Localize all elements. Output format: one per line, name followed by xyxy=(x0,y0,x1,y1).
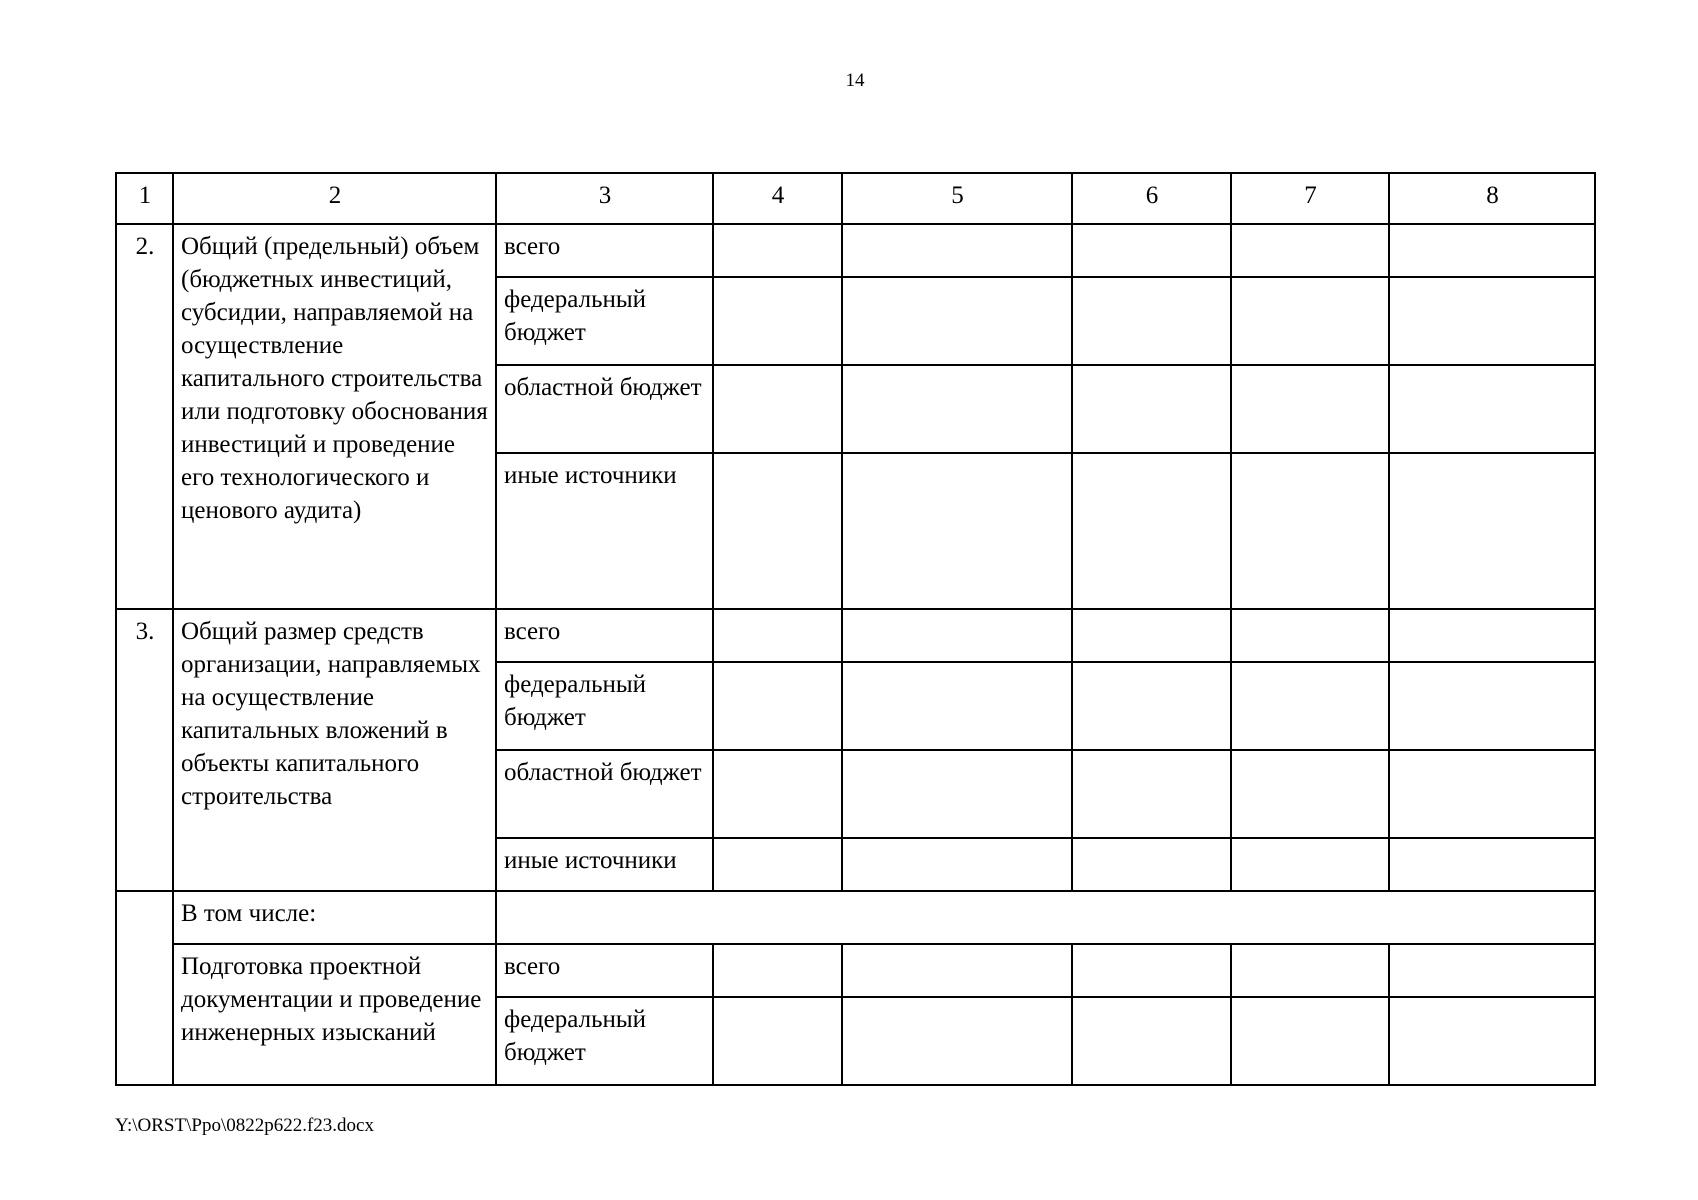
page-number: 14 xyxy=(845,70,865,91)
value-cell xyxy=(1389,609,1595,662)
value-cell xyxy=(1072,750,1231,838)
row-number: 2. xyxy=(116,224,173,609)
header-cell-5: 5 xyxy=(842,173,1072,224)
value-cell xyxy=(713,944,842,997)
value-cell xyxy=(842,750,1072,838)
value-cell xyxy=(1389,277,1595,365)
value-cell xyxy=(713,224,842,277)
header-cell-7: 7 xyxy=(1231,173,1389,224)
including-label: В том числе: xyxy=(173,891,496,944)
value-cell xyxy=(1389,838,1595,891)
value-cell xyxy=(1389,453,1595,609)
value-cell xyxy=(1389,944,1595,997)
header-cell-6: 6 xyxy=(1072,173,1231,224)
value-cell xyxy=(1231,838,1389,891)
table-row xyxy=(116,609,1595,662)
value-cell xyxy=(1231,365,1389,453)
table-row xyxy=(116,944,1595,997)
value-cell xyxy=(713,838,842,891)
value-cell xyxy=(1072,997,1231,1085)
value-cell xyxy=(842,224,1072,277)
value-cell xyxy=(842,997,1072,1085)
value-cell xyxy=(1072,838,1231,891)
value-cell xyxy=(1389,750,1595,838)
row-title: Общий размер средств организации, направляемых на осуществление капитальных вложений в объекты капитального строительства xyxy=(173,609,496,891)
value-cell xyxy=(1231,277,1389,365)
header-cell-3: 3 xyxy=(496,173,713,224)
value-cell xyxy=(842,838,1072,891)
source-label: областной бюджет xyxy=(496,365,713,453)
value-cell xyxy=(1389,997,1595,1085)
value-cell xyxy=(1072,224,1231,277)
value-cell xyxy=(713,750,842,838)
value-cell xyxy=(1072,944,1231,997)
value-cell xyxy=(1231,662,1389,750)
value-cell xyxy=(1072,662,1231,750)
including-span-cell xyxy=(496,891,1595,944)
source-label: федеральный бюджет xyxy=(496,277,713,365)
row-number-empty xyxy=(116,891,173,1085)
value-cell xyxy=(1072,453,1231,609)
header-row xyxy=(116,173,1595,224)
value-cell xyxy=(842,365,1072,453)
table-row xyxy=(116,891,1595,944)
value-cell xyxy=(842,944,1072,997)
value-cell xyxy=(1231,944,1389,997)
value-cell xyxy=(713,997,842,1085)
value-cell xyxy=(1231,453,1389,609)
value-cell xyxy=(1231,609,1389,662)
value-cell xyxy=(1072,609,1231,662)
source-label: федеральный бюджет xyxy=(496,662,713,750)
budget-table xyxy=(115,172,1596,1086)
value-cell xyxy=(713,609,842,662)
value-cell xyxy=(1231,224,1389,277)
value-cell xyxy=(713,453,842,609)
header-cell-2: 2 xyxy=(173,173,496,224)
source-label: областной бюджет xyxy=(496,750,713,838)
value-cell xyxy=(1389,365,1595,453)
value-cell xyxy=(1389,224,1595,277)
value-cell xyxy=(713,365,842,453)
value-cell xyxy=(842,609,1072,662)
source-label: федеральный бюджет xyxy=(496,997,713,1085)
value-cell xyxy=(842,277,1072,365)
header-cell-1: 1 xyxy=(116,173,173,224)
file-path-footer: Y:\ORST\Ppo\0822p622.f23.docx xyxy=(115,1115,374,1136)
row-number: 3. xyxy=(116,609,173,891)
value-cell xyxy=(842,453,1072,609)
source-label: иные источники xyxy=(496,838,713,891)
header-cell-4: 4 xyxy=(713,173,842,224)
header-cell-8: 8 xyxy=(1389,173,1595,224)
source-label: всего xyxy=(496,609,713,662)
source-label: всего xyxy=(496,944,713,997)
source-label: иные источники xyxy=(496,453,713,609)
row-title: Подготовка проектной документации и проведение инженерных изысканий xyxy=(173,944,496,1085)
value-cell xyxy=(1231,750,1389,838)
value-cell xyxy=(713,662,842,750)
value-cell xyxy=(1072,365,1231,453)
value-cell xyxy=(1231,997,1389,1085)
row-title: Общий (предельный) объем (бюджетных инвестиций, субсидии, направляемой на осуществление капитального строительства или подготовку обоснования инвестиций и проведение его технологического и ценового аудита) xyxy=(173,224,496,609)
source-label: всего xyxy=(496,224,713,277)
value-cell xyxy=(713,277,842,365)
table-row xyxy=(116,224,1595,277)
value-cell xyxy=(1389,662,1595,750)
value-cell xyxy=(1072,277,1231,365)
value-cell xyxy=(842,662,1072,750)
